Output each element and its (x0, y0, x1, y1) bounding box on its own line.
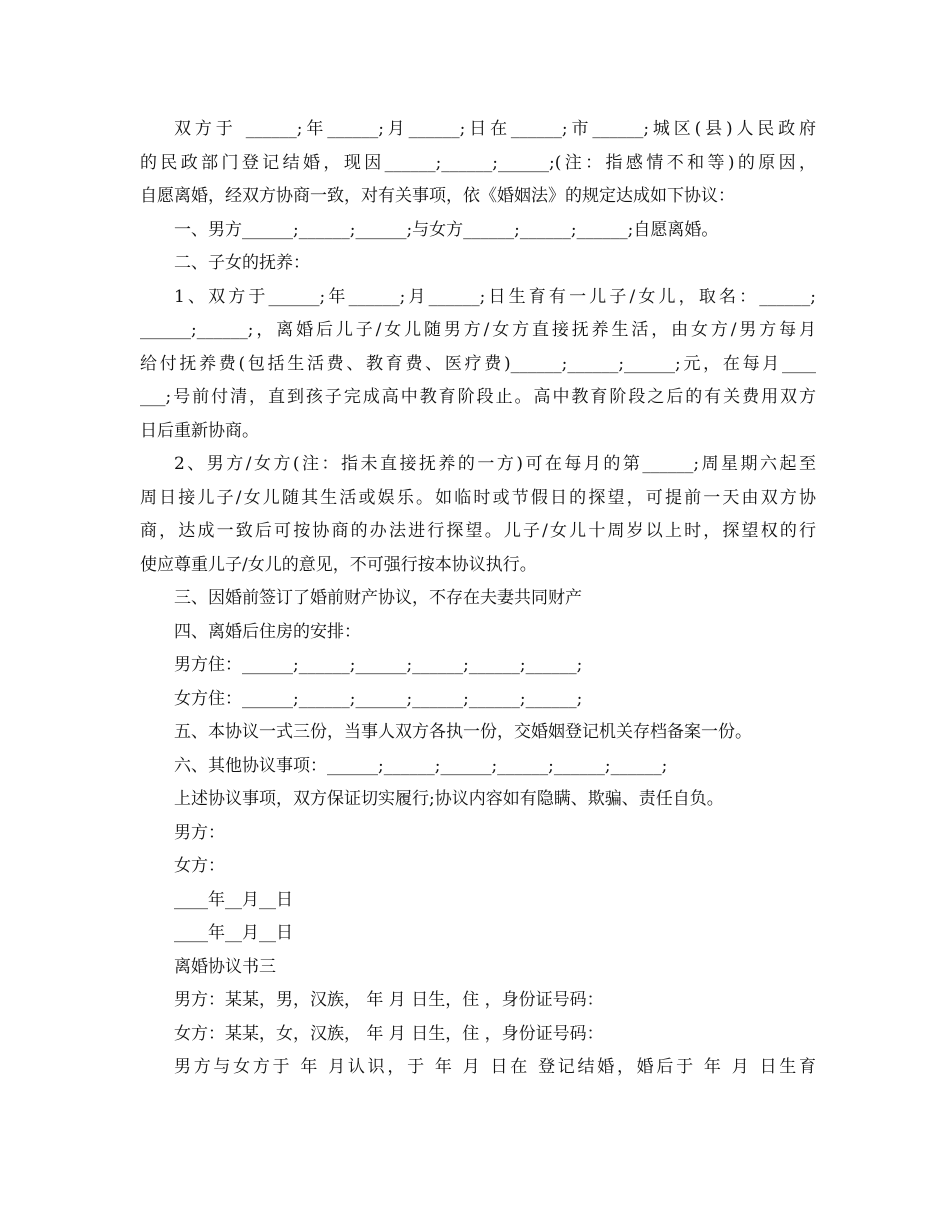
section-heading: 六、其他协议事项：______;______;______;______;______;______; (174, 755, 668, 776)
section-heading: 二、子女的抚养： (174, 253, 310, 273)
party-male: 男方：某某，男，汉族， 年 月 日生，住 ，身份证号码： (174, 990, 604, 1010)
text-line: 双方于 ______;年______;月______;日在______;市______;城区(县)人民政府 (174, 119, 816, 139)
text-line: 2、男方/女方(注：指未直接抚养的一方)可在每月的第______;周星期六起至 (174, 454, 816, 474)
document-title: 离婚协议书三 (174, 956, 276, 977)
signature-label-male: 男方： (174, 822, 225, 843)
text-line: 自愿离婚，经双方协商一致，对有关事项，依《婚姻法》的规定达成如下协议： (140, 186, 735, 206)
date-line: ____年__月__日 (174, 889, 293, 910)
document-body (140, 113, 816, 1085)
text-line: 周日接儿子/女儿随其生活或娱乐。如临时或节假日的探望，可提前一天由双方协 (140, 487, 816, 508)
text-line: ___;号前付清，直到孩子完成高中教育阶段止。高中教育阶段之后的有关费用双方 (140, 387, 816, 407)
signature-label-female: 女方： (174, 856, 225, 876)
section-heading: 五、本协议一式三份，当事人双方各执一份，交婚姻登记机关存档备案一份。 (174, 722, 752, 742)
text-line: 的民政部门登记结婚，现因______;______;______;(注：指感情不和等)的原因， (140, 152, 816, 173)
text-line: 男方与女方于 年 月认识，于 年 月 日在 登记结婚，婚后于 年 月 日生育 (174, 1057, 816, 1077)
text-line: 使应尊重儿子/女儿的意见，不可强行按本协议执行。 (140, 554, 537, 575)
date-line: ____年__月__日 (174, 923, 293, 943)
section-heading: 三、因婚前签订了婚前财产协议，不存在夫妻共同财产 (174, 588, 582, 608)
text-line: 日后重新协商。 (140, 420, 259, 441)
text-line: 上述协议事项，双方保证切实履行;协议内容如有隐瞒、欺骗、责任自负。 (174, 789, 724, 809)
text-line: 一、男方______;______;______;与女方______;______;______;自愿离婚。 (174, 219, 719, 240)
text-line: ______;______;，离婚后儿子/女儿随男方/女方直接抚养生活，由女方/男方每月 (140, 320, 816, 340)
text-line: 商，达成一致后可按协商的办法进行探望。儿子/女儿十周岁以上时，探望权的行 (140, 521, 816, 541)
text-line: 女方住：______;______;______;______;______;______; (174, 688, 583, 709)
text-line: 男方住：______;______;______;______;______;______; (174, 655, 583, 675)
text-line: 1、双方于______;年______;月______;日生育有一儿子/女儿，取名：______; (174, 286, 816, 307)
section-heading: 四、离婚后住房的安排： (174, 621, 361, 642)
text-line: 给付抚养费(包括生活费、教育费、医疗费)______;______;______;元，在每月____ (140, 353, 816, 374)
party-female: 女方：某某，女，汉族， 年 月 日生，住 ，身份证号码： (174, 1023, 604, 1044)
